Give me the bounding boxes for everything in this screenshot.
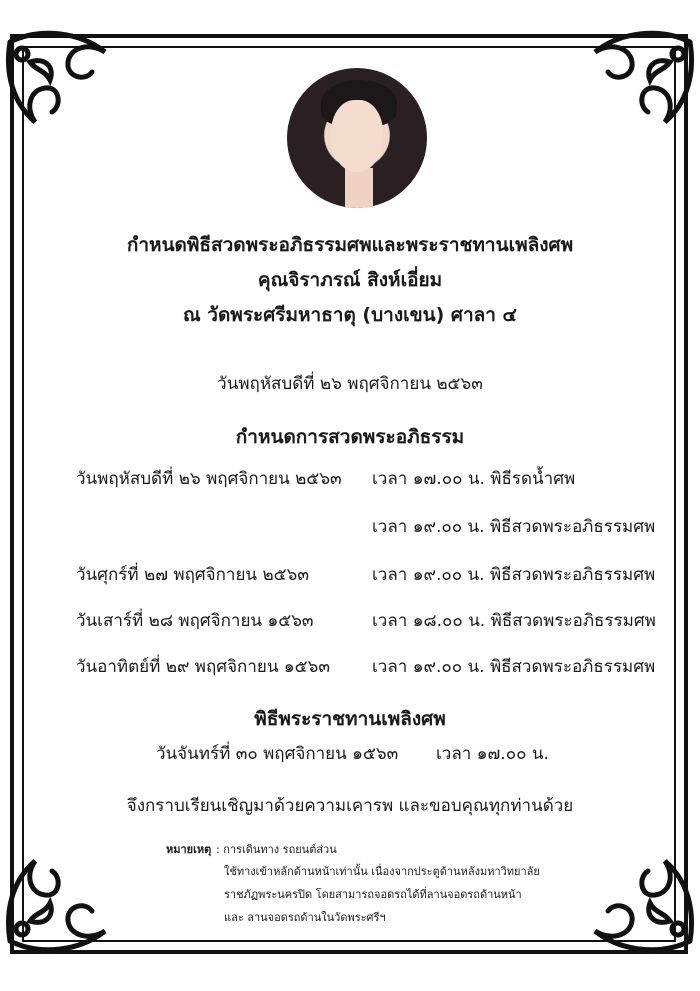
note-line: ราชภัฏพระนครปิด โดยสามารถจอดรถได้ที่ลานจอดรถด้านหน้า [224, 888, 522, 901]
cremation-date: วันจันทร์ที่ ๓๐ พฤศจิกายน ๑๕๖๓ [156, 744, 399, 764]
cremation-time: เวลา ๑๗.๐๐ น. [436, 744, 549, 764]
schedule-day: วันศุกร์ที่ ๒๗ พฤศจิกายน ๒๕๖๓ [76, 565, 309, 585]
schedule-day: วันพฤหัสบดีที่ ๒๖ พฤศจิกายน ๒๕๖๓ [76, 469, 342, 489]
deceased-name: คุณจิราภรณ์ สิงห์เอี่ยม [257, 269, 443, 291]
cremation-title: พิธีพระราชทานเพลิงศพ [254, 708, 446, 730]
venue: ณ วัดพระศรีมหาธาตุ (บางเขน) ศาลา ๔ [183, 304, 517, 326]
ornament-corner-icon [570, 841, 700, 961]
schedule-time: เวลา ๑๙.๐๐ น. พิธีสวดพระอภิธรรมศพ [372, 565, 656, 585]
schedule-day: วันอาทิตย์ที่ ๒๙ พฤศจิกายน ๑๕๖๓ [76, 657, 330, 677]
schedule-day: วันเสาร์ที่ ๒๘ พฤศจิกายน ๑๕๖๓ [76, 611, 314, 631]
note-line: และ ลานจอดรถด้านในวัดพระศรีฯ [224, 911, 386, 924]
note-line: : การเดินทาง รถยนต์ส่วน [216, 843, 337, 856]
schedule-time: เวลา ๑๙.๐๐ น. พิธีสวดพระอภิธรรมศพ [372, 517, 656, 537]
ornament-corner-icon [570, 22, 700, 142]
schedule-time: เวลา ๑๘.๐๐ น. พิธีสวดพระอภิธรรมศพ [372, 611, 656, 631]
heading-line-1: กำหนดพิธีสวดพระอภิธรรมศพและพระราชทานเพลิงศพ [126, 234, 574, 256]
portrait-photo [287, 68, 427, 208]
ornament-corner-icon [0, 841, 130, 961]
schedule-time: เวลา ๑๗.๐๐ น. พิธีรดน้ำศพ [372, 469, 576, 489]
note-line: ใช้ทางเข้าหลักด้านหน้าเท่านั้น เนื่องจากประตูด้านหลังมหาวิทยาลัย [224, 865, 540, 878]
note-label: หมายเหตุ [166, 843, 212, 856]
schedule-time: เวลา ๑๙.๐๐ น. พิธีสวดพระอภิธรรมศพ [372, 657, 656, 677]
ornament-corner-icon [0, 22, 130, 142]
invitation-text: จึงกราบเรียนเชิญมาด้วยความเคารพ และขอบคุณทุกท่านด้วย [126, 796, 574, 816]
prayer-schedule-title: กำหนดการสวดพระอภิธรรม [235, 426, 465, 448]
announcement-date: วันพฤหัสบดีที่ ๒๖ พฤศจิกายน ๒๕๖๓ [217, 374, 483, 394]
